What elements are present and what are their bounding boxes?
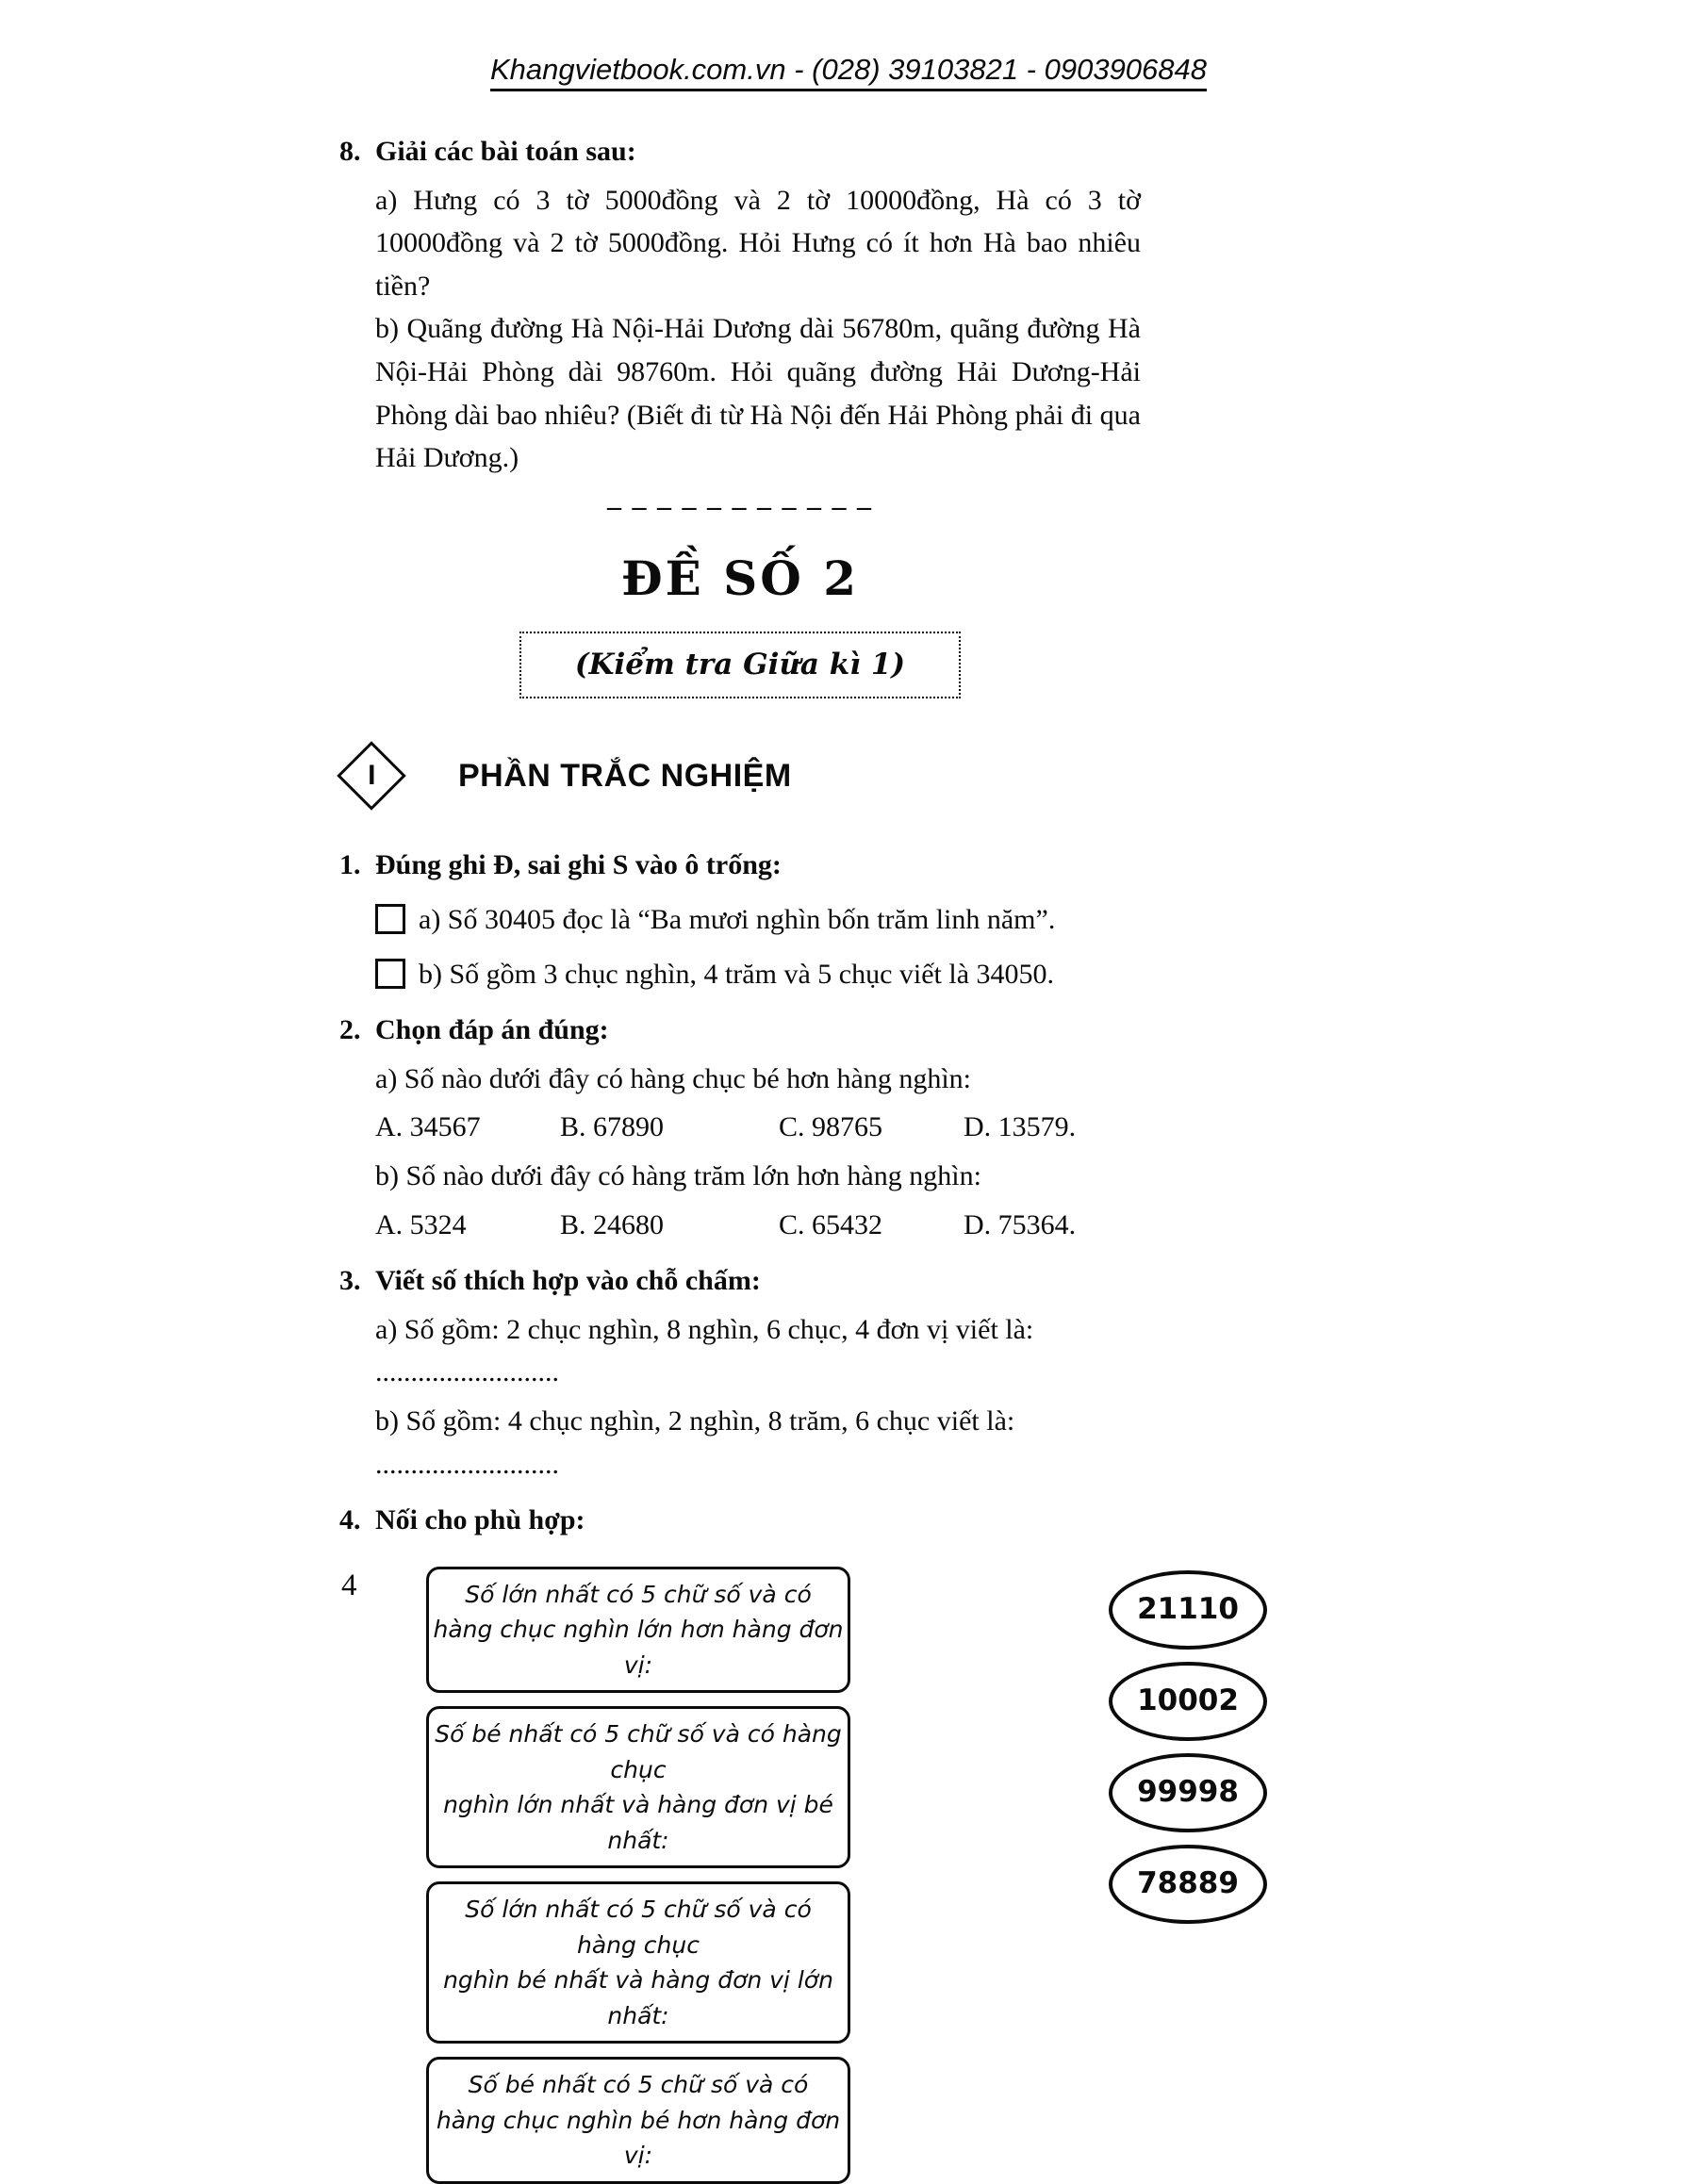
dashed-separator: – – – – – – – – – – – xyxy=(607,490,873,522)
question-1-item-b xyxy=(339,953,1141,996)
question-3-item-b: b) Số gồm: 4 chục nghìn, 2 nghìn, 8 trăm, 6 chục viết là: .......................... xyxy=(375,1404,1015,1480)
matching-exercise xyxy=(339,1567,1239,2184)
question-2b-options xyxy=(339,1204,1141,1247)
question-2a-options xyxy=(339,1106,1141,1149)
question-4-number: 4. xyxy=(339,1504,361,1536)
question-4-heading xyxy=(339,1499,1141,1542)
exam-title: ĐỀ SỐ 2 xyxy=(620,550,860,607)
match-description-column xyxy=(426,1567,850,2184)
header-watermark xyxy=(0,0,1697,87)
question-2-title: Chọn đáp án đúng: xyxy=(375,1014,609,1046)
match-box-line: nghìn bé nhất và hàng đơn vị lớn nhất: xyxy=(443,1966,833,2029)
question-8-part-a: a) Hưng có 3 tờ 5000đồng và 2 tờ 10000đồng, Hà có 3 tờ 10000đồng và 2 tờ 5000đồng. Hỏi Hưng có ít hơn Hà bao nhiêu tiền? xyxy=(375,184,1141,302)
match-box-line: Số bé nhất có 5 chữ số và có hàng chục xyxy=(435,1720,842,1783)
option-c: C. 98765 xyxy=(779,1111,883,1143)
match-box xyxy=(426,1881,850,2044)
exam-subtitle: (Kiểm tra Giữa kì 1) xyxy=(574,648,906,682)
section-heading xyxy=(347,751,1141,800)
option-a: A. 5324 xyxy=(375,1208,467,1240)
question-2-heading xyxy=(339,1009,1141,1052)
option-d: D. 13579. xyxy=(964,1111,1077,1143)
option-b: B. 67890 xyxy=(560,1111,665,1143)
question-4-title: Nối cho phù hợp: xyxy=(375,1504,585,1536)
question-1-item-a xyxy=(339,898,1141,942)
match-box xyxy=(426,2057,850,2184)
match-oval: 78889 xyxy=(1109,1845,1267,1924)
option-c: C. 65432 xyxy=(779,1208,883,1240)
question-8-part-b: b) Quãng đường Hà Nội-Hải Dương dài 56780m, quãng đường Hà Nội-Hải Phòng dài 98760m. Hỏi quãng đường Hải Dương-Hải Phòng dài bao nhiêu? (Biết đi từ Hà Nội đến Hải Phòng phải đi qua Hải Dương.) xyxy=(375,313,1141,474)
match-box xyxy=(426,1567,850,1694)
header-watermark-text: Khangvietbook.com.vn - (028) 39103821 - 0903906848 xyxy=(490,53,1207,91)
question-3-title: Viết số thích hợp vào chỗ chấm: xyxy=(375,1265,761,1297)
match-box-line: Số bé nhất có 5 chữ số và có xyxy=(468,2071,809,2099)
section-title: PHẦN TRẮC NGHIỆM xyxy=(458,757,792,794)
question-8-title: Giải các bài toán sau: xyxy=(375,136,636,167)
answer-checkbox-icon xyxy=(375,959,405,989)
page-number: 4 xyxy=(341,1568,357,1602)
question-2b-prompt: b) Số nào dưới đây có hàng trăm lớn hơn hàng nghìn: xyxy=(375,1160,981,1192)
option-a: A. 34567 xyxy=(375,1111,481,1143)
match-box-line: Số lớn nhất có 5 chữ số và có xyxy=(465,1580,812,1608)
exam-subtitle-box xyxy=(519,632,961,698)
answer-checkbox-icon xyxy=(375,904,405,934)
section-marker-diamond-icon xyxy=(337,742,406,812)
question-1-title: Đúng ghi Đ, sai ghi S vào ô trống: xyxy=(375,849,782,881)
match-oval: 21110 xyxy=(1109,1570,1267,1650)
question-1-item-b-text: b) Số gồm 3 chục nghìn, 4 trăm và 5 chục viết là 34050. xyxy=(419,958,1055,990)
question-8-heading xyxy=(339,130,1141,173)
match-oval: 99998 xyxy=(1109,1753,1267,1832)
section-roman-numeral: I xyxy=(367,760,376,792)
question-3-item-a: a) Số gồm: 2 chục nghìn, 8 nghìn, 6 chục, 4 đơn vị viết là: .......................... xyxy=(375,1313,1034,1388)
match-box-line: nghìn lớn nhất và hàng đơn vị bé nhất: xyxy=(443,1791,833,1854)
option-b: B. 24680 xyxy=(560,1208,665,1240)
question-1-heading xyxy=(339,844,1141,887)
match-box-line: hàng chục nghìn lớn hơn hàng đơn vị: xyxy=(433,1616,844,1679)
match-box-line: hàng chục nghìn bé hơn hàng đơn vị: xyxy=(436,2106,841,2170)
question-3-number: 3. xyxy=(339,1265,361,1297)
question-1-item-a-text: a) Số 30405 đọc là “Ba mươi nghìn bốn trăm linh năm”. xyxy=(419,904,1056,936)
question-1-number: 1. xyxy=(339,849,361,881)
question-8-number: 8. xyxy=(339,136,361,167)
question-2-number: 2. xyxy=(339,1014,361,1046)
match-box xyxy=(426,1706,850,1868)
match-oval: 10002 xyxy=(1109,1662,1267,1741)
match-number-column xyxy=(1109,1567,1267,2184)
question-3-heading xyxy=(339,1259,1141,1303)
option-d: D. 75364. xyxy=(964,1208,1077,1240)
question-2a-prompt: a) Số nào dưới đây có hàng chục bé hơn hàng nghìn: xyxy=(375,1062,972,1094)
match-box-line: Số lớn nhất có 5 chữ số và có hàng chục xyxy=(465,1896,812,1959)
page-content xyxy=(339,130,1239,2184)
